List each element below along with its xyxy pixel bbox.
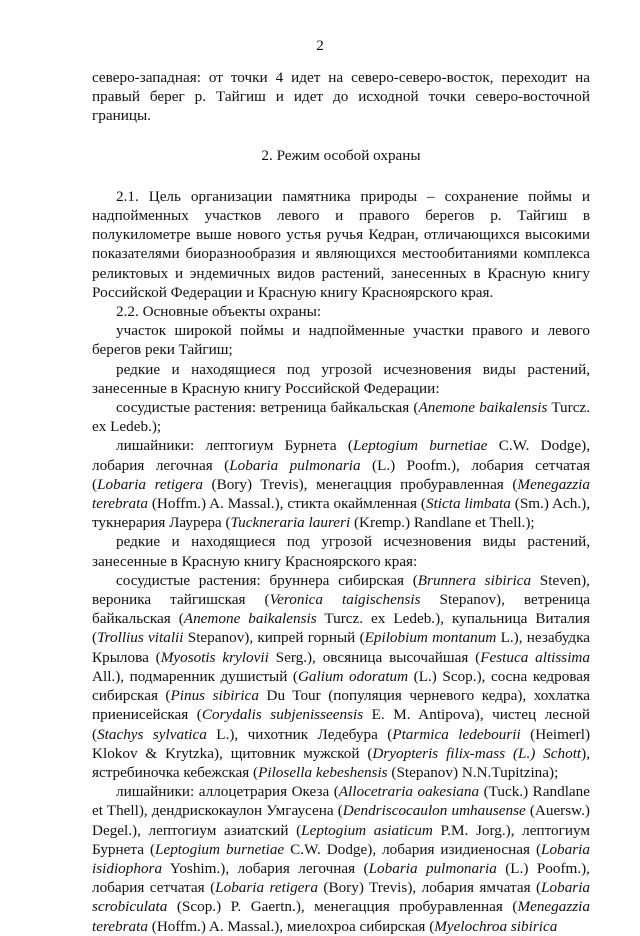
corner-scan-mark [602,865,631,895]
paragraph-2-2: 2.2. Основные объекты охраны: [116,303,322,321]
kk-vascular-paragraph: сосудистые растения: бруннера сибирская (Brunnera sibirica Steven), вероника тайгишская (Veronica taigischensis Stepanov), ветреница байкальская (Anemone baikalensis Turcz. ex Ledeb.), купальница Виталия (Trollius vitalii Stepanov), кипрей горный (Epilobium montanum L.), незабудка Крылова (Myosotis krylovii Serg.), овсяница высочайшая (Festuca altissima All.), подмаренник душистый (Galium odoratum (L.) Scop.), сосна кедровая сибирская (Pinus sibirica Du Tour (популяция черневого кедра), хохлатка приенисейская (Corydalis subjenisseensis E. M. Antipova), чистец лесной (Stachys sylvatica L.), чихотник Ледебура (Ptarmica ledebourii (Heimerl) Klokov & Krytzka), щитовник мужской (Dryopteris filix-mass (L.) Schott), ястребиночка кебежская (Pilosella kebeshensis (Stepanov) N.N.Tupitzina); [92,571,591,781]
rare-rf-paragraph: редкие и находящиеся под угрозой исчезновения виды растений, занесенные в Красную книгу Российской Федерации: [92,360,590,397]
document-body [92,68,590,936]
section-heading: 2. Режим особой охраны [261,146,421,164]
page-number: 2 [316,37,324,54]
kk-lichens-paragraph: лишайники: аллоцетрария Океза (Allocetraria oakesiana (Tuck.) Randlane et Thell), дендрискокаулон Умгаусена (Dendriscocaulon umhausense (Auersw.) Degel.), лептогиум азиатский (Leptogium asiaticum P.M. Jorg.), лептогиум Бурнета (Leptogium burnetiae C.W. Dodge), лобария изидиеносная (Lobaria isidiophora Yoshim.), лобария легочная (Lobaria pulmonaria (L.) Poofm.), лобария сетчатая (Lobaria retigera (Bory) Trevis), лобария ямчатая (Lobaria scrobiculata (Scop.) P. Gaertn.), менегацция пробуравленная (Menegazzia terebrata (Hoffm.) A. Massal.), миелохроа сибирская (Myelochroa sibirica [92,783,591,935]
paragraph-2-1: 2.1. Цель организации памятника природы – сохранение поймы и надпойменных участков левого и правого берегов р. Тайгиш в полукилометре выше нового устья ручья Кедран, отличающихся высокими показателями биоразнообразия и являющихся местообитаниями комплекса реликтовых и эндемичных видов растений, занесенных в Красную книгу Российской Федерации и Красную книгу Красноярского края. [92,187,590,301]
rf-vascular-paragraph: сосудистые растения: ветреница байкальская (Anemone baikalensis Turcz. ex Ledeb.); [92,399,590,436]
floodplain-paragraph: участок широкой поймы и надпойменные участки правого и левого берегов реки Тайгиш; [92,322,590,359]
rf-lichens-paragraph: лишайники: лептогиум Бурнета (Leptogium burnetiae C.W. Dodge), лобария легочная (Lobaria pulmonaria (L.) Poofm.), лобария сетчатая (Lobaria retigera (Bory) Trevis), менегацция пробуравленная (Menegazzia terebrata (Hoffm.) A. Massal.), стикта окаймленная (Sticta limbata (Sm.) Ach.), тукнерария Лаурера (Tuckneraria laureri (Kremp.) Randlane et Thell.); [92,437,590,532]
rare-kk-paragraph: редкие и находящиеся под угрозой исчезновения виды растений, занесенные в Красную книгу Красноярского края: [92,533,590,570]
intro-paragraph: северо-западная: от точки 4 идет на северо-северо-восток, переходит на правый берег р. Тайгиш и идет до исходной точки северо-восточной границы. [92,69,590,125]
